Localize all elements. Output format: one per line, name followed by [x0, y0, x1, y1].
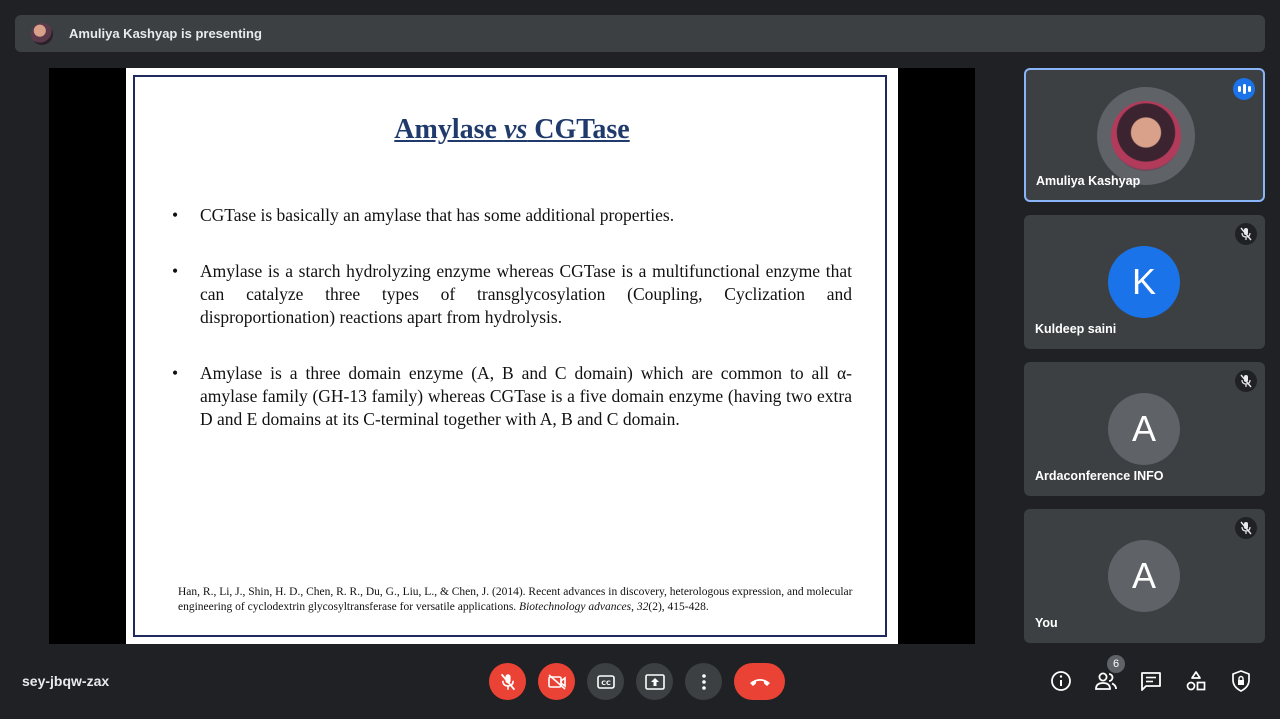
participant-name: Ardaconference INFO [1035, 469, 1164, 483]
slide-frame [133, 75, 887, 637]
reference-journal: Biotechnology advances [519, 601, 632, 613]
slide-title-part2: CGTase [527, 114, 630, 145]
participant-name: Kuldeep saini [1035, 322, 1117, 336]
more-options-button[interactable] [685, 663, 722, 700]
avatar: A [1108, 393, 1180, 465]
presenting-banner [15, 15, 1265, 52]
people-count-badge: 6 [1107, 655, 1125, 673]
present-icon [645, 674, 665, 690]
slide-bullet: • Amylase is a three domain enzyme (A, B and C domain) which are common to all α-amylase family (GH-13 family) whereas CGTase is a five domain enzyme (having two extra D and E domains at its C-terminal together with A, B and C domain. [170, 362, 852, 431]
reference-rest: (2), 415-428. [648, 601, 709, 613]
slide-bullet: • CGTase is basically an amylase that has some additional properties. [170, 204, 852, 227]
participant-tile-ardaconference[interactable] [1024, 362, 1265, 496]
participant-name: Amuliya Kashyap [1036, 174, 1141, 188]
avatar: K [1108, 246, 1180, 318]
host-controls-icon [1231, 670, 1251, 692]
shared-slide [126, 68, 898, 644]
mic-off-icon [500, 673, 516, 691]
avatar [1111, 101, 1181, 171]
presenter-avatar [31, 23, 53, 45]
avatar: A [1108, 540, 1180, 612]
host-controls-button[interactable] [1228, 668, 1254, 694]
chat-icon [1140, 671, 1162, 691]
camera-off-icon [547, 674, 567, 690]
reference-volume: 32 [636, 601, 649, 613]
presenting-text: Amuliya Kashyap is presenting [69, 26, 262, 41]
participant-tile-kuldeep[interactable] [1024, 215, 1265, 349]
leave-call-button[interactable] [734, 663, 785, 700]
mic-off-icon [1235, 517, 1257, 539]
participant-name: You [1035, 616, 1058, 630]
end-call-icon [749, 677, 771, 687]
present-now-button[interactable] [636, 663, 673, 700]
mic-toggle-button[interactable] [489, 663, 526, 700]
speaking-indicator-icon [1233, 78, 1255, 100]
captions-button[interactable] [587, 663, 624, 700]
camera-toggle-button[interactable] [538, 663, 575, 700]
mic-off-icon [1235, 223, 1257, 245]
chat-button[interactable] [1138, 668, 1164, 694]
captions-icon [597, 675, 615, 689]
meeting-details-button[interactable] [1048, 668, 1074, 694]
slide-bullet: • Amylase is a starch hydrolyzing enzyme whereas CGTase is a multifunctional enzyme that can catalyze three types of transglycosylation (Coupling, Cyclization and disproportionation) reactions apart from hydrolysis. [170, 260, 852, 329]
people-icon [1094, 671, 1118, 691]
participant-tile-you[interactable] [1024, 509, 1265, 643]
mic-off-icon [1235, 370, 1257, 392]
info-icon [1050, 670, 1072, 692]
participant-tile-amuliya[interactable] [1024, 68, 1265, 202]
svg-text:CC: CC [600, 678, 611, 687]
activities-button[interactable] [1183, 668, 1209, 694]
activities-icon [1185, 670, 1207, 692]
slide-title-part1: Amylase [394, 114, 504, 145]
meeting-code: sey-jbqw-zax [22, 673, 110, 689]
reference-text: Han, R., Li, J., Shin, H. D., Chen, R. R., Du, G., Liu, L., & Chen, J. (2014). Recent advances in discovery, heterologous expression, and molecular engineering of cyclodextrin glycosyltransferase for versatile applications. [178, 586, 853, 613]
more-vert-icon [702, 674, 706, 690]
slide-reference: Han, R., Li, J., Shin, H. D., Chen, R. R., Du, G., Liu, L., & Chen, J. (2014). Recent advances in discovery, heterologous expression, and molecular engineering of cyclodextrin glycosyltransferase for versatile applications. Biotechnology advances, 32(2), 415-428. [178, 586, 853, 613]
slide-title-vs: vs [503, 114, 528, 145]
slide-title [126, 114, 898, 146]
